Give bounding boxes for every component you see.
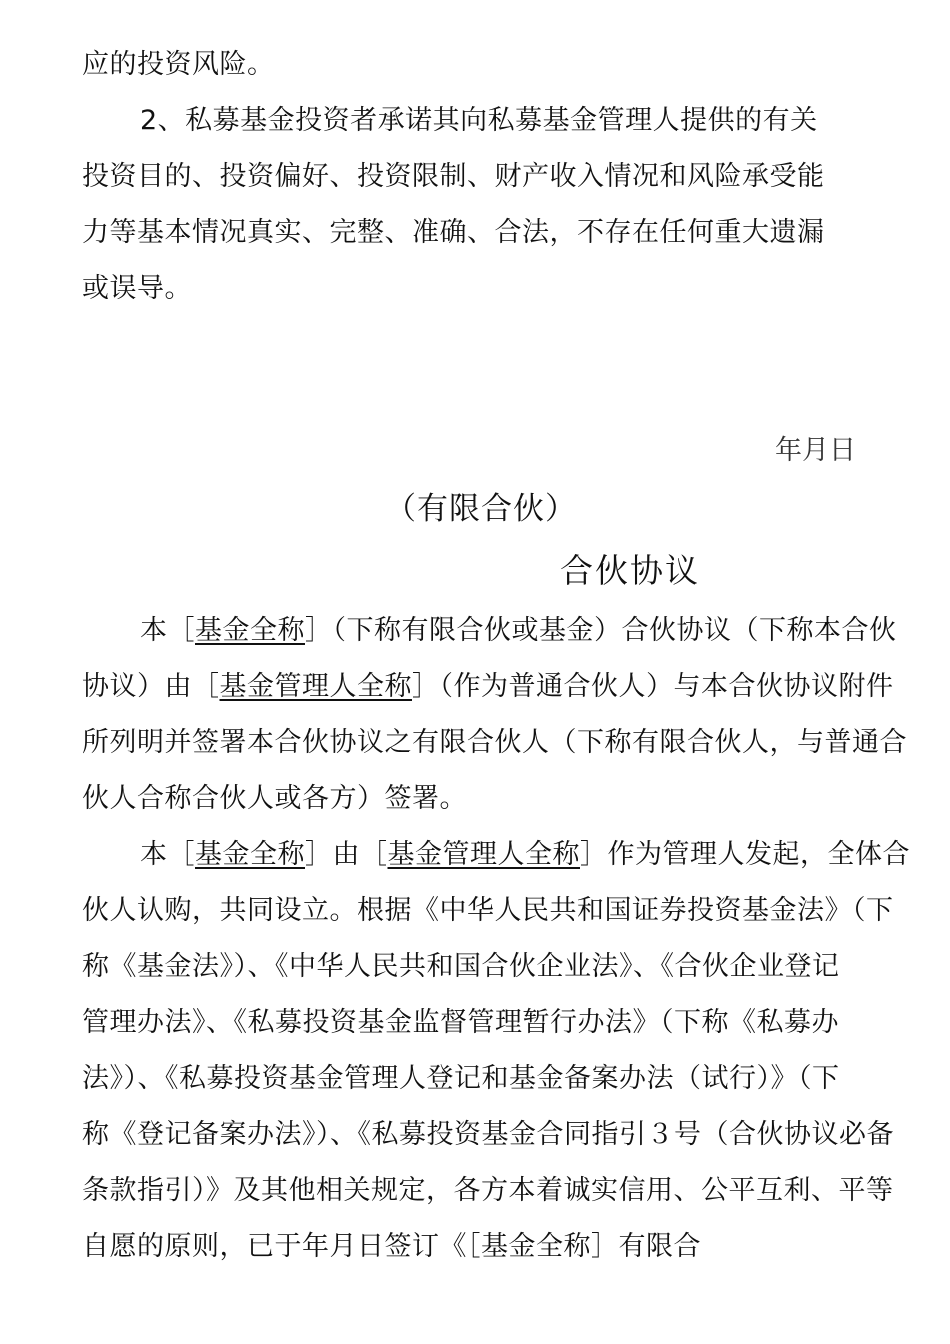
text-segment: ］作为管理人发起，全体合 bbox=[580, 839, 910, 870]
paragraph-line: 2、私募基金投资者承诺其向私募基金管理人提供的有关 bbox=[140, 105, 818, 136]
paragraph-line: 伙人合称合伙人或各方）签署。 bbox=[82, 783, 467, 814]
document-subtitle: （有限合伙） bbox=[385, 491, 577, 527]
text-segment: ］（作为普通合伙人）与本合伙协议附件 bbox=[412, 671, 894, 702]
text-segment: 协议）由［ bbox=[82, 671, 220, 702]
document-title: 合伙协议 bbox=[560, 551, 700, 590]
paragraph-line: 或误导。 bbox=[82, 273, 192, 304]
paragraph-line: 投资目的、投资偏好、投资限制、财产收入情况和风险承受能 bbox=[82, 161, 825, 192]
placeholder-fund-name: 基金全称 bbox=[195, 615, 305, 646]
paragraph-line: 所列明并签署本合伙协议之有限合伙人（下称有限合伙人，与普通合 bbox=[82, 727, 907, 758]
text-segment: ］由［ bbox=[305, 839, 388, 870]
text-segment: 本［ bbox=[140, 615, 195, 646]
paragraph-line bbox=[140, 614, 897, 648]
paragraph-line: 自愿的原则，已于年月日签订《［基金全称］有限合 bbox=[82, 1231, 701, 1262]
text-segment: 本［ bbox=[140, 839, 195, 870]
placeholder-fund-name: 基金全称 bbox=[195, 839, 305, 870]
paragraph-line bbox=[140, 838, 910, 872]
text-segment: ］（下称有限合伙或基金）合伙协议（下称本合伙 bbox=[305, 615, 897, 646]
paragraph-line: 应的投资风险。 bbox=[82, 49, 275, 80]
paragraph-line: 伙人认购，共同设立。根据《中华人民共和国证券投资基金法》（下 bbox=[82, 895, 894, 926]
paragraph-line: 法》）、《私募投资基金管理人登记和基金备案办法（试行）》（下 bbox=[82, 1063, 840, 1094]
paragraph-line: 称《登记备案办法》）、《私募投资基金合同指引３号（合伙协议必备 bbox=[82, 1119, 894, 1150]
paragraph-line: 条款指引）》及其他相关规定，各方本着诚实信用、公平互利、平等 bbox=[82, 1175, 894, 1206]
paragraph-line: 管理办法》、《私募投资基金监督管理暂行办法》（下称《私募办 bbox=[82, 1007, 839, 1038]
paragraph-line: 力等基本情况真实、完整、准确、合法，不存在任何重大遗漏 bbox=[82, 217, 825, 248]
placeholder-manager-name: 基金管理人全称 bbox=[219, 671, 412, 702]
placeholder-manager-name: 基金管理人全称 bbox=[387, 839, 580, 870]
paragraph-line bbox=[82, 670, 894, 704]
paragraph-line: 称《基金法》）、《中华人民共和国合伙企业法》、《合伙企业登记 bbox=[82, 951, 840, 982]
date-line: 年月日 bbox=[775, 435, 856, 466]
